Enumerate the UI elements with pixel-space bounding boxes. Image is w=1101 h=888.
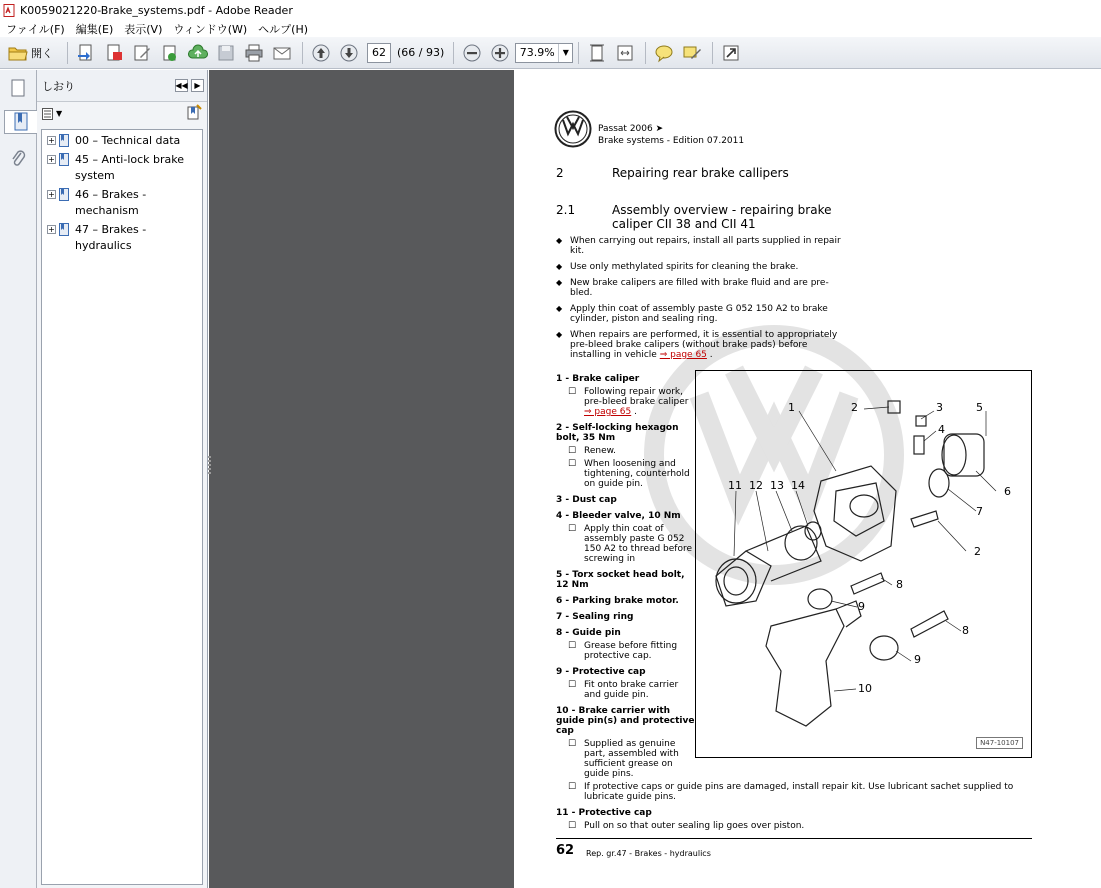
bookmark-label: 00 – Technical data xyxy=(75,134,181,147)
figure-label: 8 xyxy=(896,578,903,591)
bookmark-item[interactable] xyxy=(42,184,202,219)
diamond-icon: ◆ xyxy=(556,278,563,287)
footer-page-number: 62 xyxy=(556,843,575,858)
figure-label: 8 xyxy=(962,624,969,637)
figure-label: 10 xyxy=(858,682,872,695)
create-pdf-icon xyxy=(76,43,96,63)
page-65-link[interactable]: ⇒ page 65 xyxy=(584,407,632,417)
new-bookmark-icon xyxy=(186,104,202,120)
part-note-text xyxy=(584,782,1026,802)
part-note-text xyxy=(584,680,696,700)
part-title: 10 - Brake carrier with guide pin(s) and protective cap xyxy=(556,706,695,736)
fit-width-icon xyxy=(615,43,635,63)
part-title: 11 - Protective cap xyxy=(556,808,652,818)
bookmark-icon xyxy=(59,223,69,236)
plus-circle-icon xyxy=(490,43,510,63)
minus-circle-icon xyxy=(462,43,482,63)
part-note-main: Renew. xyxy=(584,446,617,456)
part-note-text xyxy=(584,821,804,831)
options-list-icon xyxy=(42,108,56,120)
part-title: 2 - Self-locking hexagon bolt, 35 Nm xyxy=(556,423,679,443)
email-button[interactable] xyxy=(269,40,295,66)
bookmark-icon xyxy=(59,134,69,147)
checkbox-icon: ☐ xyxy=(568,782,577,792)
part-title: 8 - Guide pin xyxy=(556,628,621,638)
footer-text: Rep. gr.47 - Brakes - hydraulics xyxy=(586,849,711,858)
open-label: 開く xyxy=(31,46,53,60)
part-title: 6 - Parking brake motor. xyxy=(556,596,679,606)
menu-bar xyxy=(0,20,1101,37)
vw-logo xyxy=(554,110,592,148)
envelope-icon xyxy=(272,43,292,63)
navigation-strip xyxy=(0,70,37,888)
part-note-text xyxy=(584,641,696,661)
figure-label: 2 xyxy=(974,545,981,558)
checkbox-icon: ☐ xyxy=(568,821,577,831)
expand-icon xyxy=(721,43,741,63)
bookmarks-tab-button[interactable] xyxy=(4,110,37,134)
figure-label: 9 xyxy=(914,653,921,666)
document-model: Passat 2006 ➤ xyxy=(598,124,664,134)
checkbox-icon: ☐ xyxy=(568,641,577,651)
part-note-text xyxy=(584,387,696,417)
part-note xyxy=(556,782,1026,802)
print-button[interactable] xyxy=(241,40,267,66)
chevron-down-icon[interactable]: ▼ xyxy=(558,44,572,62)
checkbox-icon: ☐ xyxy=(568,387,577,397)
page-thumbnails-button[interactable] xyxy=(6,76,30,100)
bullet-item xyxy=(556,278,846,298)
bullet-item xyxy=(556,330,846,360)
part-note xyxy=(556,446,696,456)
bullet-item xyxy=(556,304,846,324)
diamond-icon: ◆ xyxy=(556,304,563,313)
figure-label: 3 xyxy=(936,401,943,414)
bookmark-options-button[interactable]: ▼ xyxy=(42,106,64,121)
bookmarks-header xyxy=(37,70,207,102)
part-note xyxy=(556,821,1026,831)
sign-button[interactable] xyxy=(679,40,705,66)
folder-icon xyxy=(8,44,28,62)
part-title: 1 - Brake caliper xyxy=(556,374,640,384)
figure-label: 6 xyxy=(1004,485,1011,498)
panel-splitter[interactable] xyxy=(208,455,211,475)
bookmark-icon xyxy=(59,153,69,166)
bullet-text: When carrying out repairs, install all parts supplied in repair kit. xyxy=(570,236,841,256)
toolbar xyxy=(0,37,1101,69)
part-note xyxy=(556,387,696,417)
figure-label: 11 xyxy=(728,479,742,492)
zoom-in-button[interactable] xyxy=(487,40,513,66)
section-title: Repairing rear brake callipers xyxy=(612,166,789,180)
bullet-text-after: . xyxy=(706,350,713,360)
part-title: 9 - Protective cap xyxy=(556,667,646,677)
expand-panel-button[interactable]: ▶ xyxy=(191,79,204,92)
save-button[interactable] xyxy=(213,40,239,66)
next-page-button[interactable] xyxy=(336,40,362,66)
zoom-select[interactable] xyxy=(515,43,573,63)
checkbox-icon: ☐ xyxy=(568,739,577,749)
figure-label: 14 xyxy=(791,479,805,492)
toolbar-separator xyxy=(578,42,579,64)
figure-label: 9 xyxy=(858,600,865,613)
subsection-number: 2.1 xyxy=(556,203,576,217)
part-note xyxy=(556,459,696,489)
document-subtitle: Brake systems - Edition 07.2011 xyxy=(598,136,745,146)
upload-cloud-button[interactable] xyxy=(185,40,211,66)
open-button[interactable] xyxy=(6,40,60,66)
exploded-diagram xyxy=(695,370,1032,758)
save-icon xyxy=(216,43,236,63)
comment-button[interactable] xyxy=(651,40,677,66)
share-button[interactable] xyxy=(157,40,183,66)
bullet-text: New brake calipers are filled with brake fluid and are pre-bled. xyxy=(570,278,829,298)
part-note-main: Fit onto brake carrier and guide pin. xyxy=(584,680,679,700)
bullet-text xyxy=(570,330,846,360)
part-title: 3 - Dust cap xyxy=(556,495,617,505)
diamond-icon: ◆ xyxy=(556,330,563,339)
bullet-text: Use only methylated spirits for cleaning the brake. xyxy=(570,262,799,272)
part-note xyxy=(556,524,696,564)
menu-file[interactable]: ファイル(F) xyxy=(6,22,65,36)
part-note-text xyxy=(584,459,696,489)
share-icon xyxy=(160,43,180,63)
bookmark-label: 47 – Brakes - hydraulics xyxy=(75,223,147,252)
zoom-out-button[interactable] xyxy=(459,40,485,66)
part-title: 7 - Sealing ring xyxy=(556,612,634,622)
figure-label: 12 xyxy=(749,479,763,492)
part-note-main: Following repair work, pre-bleed brake caliper xyxy=(584,387,689,407)
part-note xyxy=(556,680,696,700)
part-note-text xyxy=(584,739,696,779)
toolbar-separator xyxy=(712,42,713,64)
section-number: 2 xyxy=(556,166,564,180)
pages-icon xyxy=(9,78,27,98)
part-note xyxy=(556,739,696,779)
attachments-button[interactable] xyxy=(6,146,30,170)
bookmark-item[interactable] xyxy=(42,219,202,254)
bullet-item xyxy=(556,262,846,272)
menu-help[interactable]: ヘルプ(H) xyxy=(258,22,309,36)
figure-label: 13 xyxy=(770,479,784,492)
toolbar-separator xyxy=(67,42,68,64)
part-title: 5 - Torx socket head bolt, 12 Nm xyxy=(556,570,685,590)
checkbox-icon: ☐ xyxy=(568,680,577,690)
previous-page-button[interactable] xyxy=(308,40,334,66)
page-number-input[interactable]: 62 xyxy=(367,43,391,63)
expand-toggle[interactable]: + xyxy=(48,155,55,164)
edit-pdf-icon xyxy=(132,43,152,63)
expand-button[interactable] xyxy=(718,40,744,66)
cloud-upload-icon xyxy=(188,43,208,63)
toolbar-separator xyxy=(645,42,646,64)
create-pdf-button[interactable] xyxy=(73,40,99,66)
figure-label: 1 xyxy=(788,401,795,414)
bookmark-item[interactable] xyxy=(42,130,202,149)
part-note-main: Grease before fitting protective cap. xyxy=(584,641,678,661)
menu-window[interactable]: ウィンドウ(W) xyxy=(173,22,248,36)
bookmarks-title: しおり xyxy=(42,79,75,93)
bookmarks-tools xyxy=(37,102,207,125)
toolbar-separator xyxy=(302,42,303,64)
bookmarks-panel xyxy=(37,70,208,888)
page-65-link[interactable]: ⇒ page 65 xyxy=(659,350,707,360)
window-title: K0059021220-Brake_systems.pdf - Adobe Reader xyxy=(20,3,293,17)
part-note-main: When loosening and tightening, counterhold on guide pin. xyxy=(584,459,690,489)
bullet-list xyxy=(556,236,846,366)
fit-page-icon xyxy=(587,43,607,63)
bookmark-label: 45 – Anti-lock brake system xyxy=(75,153,185,182)
bullet-text: Apply thin coat of assembly paste G 052 150 A2 to brake cylinder, piston and sealing ring. xyxy=(570,304,828,324)
pdf-page xyxy=(514,70,1101,888)
figure-label: 7 xyxy=(976,505,983,518)
bullet-item xyxy=(556,236,846,256)
edit-pdf-button[interactable] xyxy=(129,40,155,66)
expand-toggle[interactable]: + xyxy=(48,225,55,234)
checkbox-icon: ☐ xyxy=(568,446,577,456)
new-bookmark-button[interactable] xyxy=(186,104,202,123)
part-note-main: Pull on so that outer sealing lip goes over piston. xyxy=(584,821,805,831)
collapse-panel-button[interactable]: ◀◀ xyxy=(175,81,188,90)
arrow-down-icon xyxy=(339,43,359,63)
brake-caliper-drawing xyxy=(696,371,1031,757)
printer-icon xyxy=(244,43,264,63)
bookmark-tree xyxy=(41,129,203,885)
fit-width-button[interactable] xyxy=(612,40,638,66)
checkbox-icon: ☐ xyxy=(568,524,577,534)
title-bar xyxy=(0,0,1101,20)
zoom-value: 73.9% xyxy=(519,46,555,59)
paperclip-icon xyxy=(9,148,27,168)
part-note-main: Supplied as genuine part, assembled with sufficient grease on guide pins. xyxy=(584,739,679,779)
checkbox-icon: ☐ xyxy=(568,459,577,469)
menu-edit[interactable]: 編集(E) xyxy=(75,22,114,36)
page-count: (66 / 93) xyxy=(397,46,445,59)
fit-page-button[interactable] xyxy=(584,40,610,66)
comment-icon xyxy=(654,43,674,63)
figure-label: 4 xyxy=(938,423,945,436)
figure-reference: N47-10107 xyxy=(976,737,1023,749)
bookmark-label: 46 – Brakes - mechanism xyxy=(75,188,147,217)
part-title: 4 - Bleeder valve, 10 Nm xyxy=(556,511,681,521)
figure-label: 2 xyxy=(851,401,858,414)
grip-icon xyxy=(208,455,211,475)
part-note xyxy=(556,641,696,661)
footer-rule xyxy=(556,838,1032,839)
export-pdf-button[interactable] xyxy=(101,40,127,66)
subsection-title: Assembly overview - repairing brake caliper CII 38 and CII 41 xyxy=(612,203,832,231)
document-area[interactable] xyxy=(209,70,1101,888)
part-note-after: . xyxy=(631,407,637,417)
export-pdf-icon xyxy=(104,43,124,63)
pdf-app-icon xyxy=(3,4,16,17)
arrow-up-icon xyxy=(311,43,331,63)
figure-label: 5 xyxy=(976,401,983,414)
expand-toggle[interactable]: + xyxy=(48,136,55,145)
diamond-icon: ◆ xyxy=(556,236,563,245)
bookmark-icon xyxy=(12,111,30,133)
part-note-text xyxy=(584,446,616,456)
sign-pen-icon xyxy=(682,43,702,63)
part-note-text xyxy=(584,524,696,564)
toolbar-separator xyxy=(453,42,454,64)
part-note-main: If protective caps or guide pins are damaged, install repair kit. Use lubricant sachet supplied to lubricate guide pins. xyxy=(584,782,1014,802)
part-note-main: Apply thin coat of assembly paste G 052 150 A2 to thread before screwing in xyxy=(584,524,693,564)
expand-toggle[interactable]: + xyxy=(48,190,55,199)
bookmark-item[interactable] xyxy=(42,149,202,184)
bookmark-icon xyxy=(59,188,69,201)
diamond-icon: ◆ xyxy=(556,262,563,271)
menu-view[interactable]: 表示(V) xyxy=(124,22,163,36)
bullet-text-main: When repairs are performed, it is essential to appropriately pre-bleed brake calipers (without brake pads) before installing in vehicle xyxy=(570,330,838,360)
